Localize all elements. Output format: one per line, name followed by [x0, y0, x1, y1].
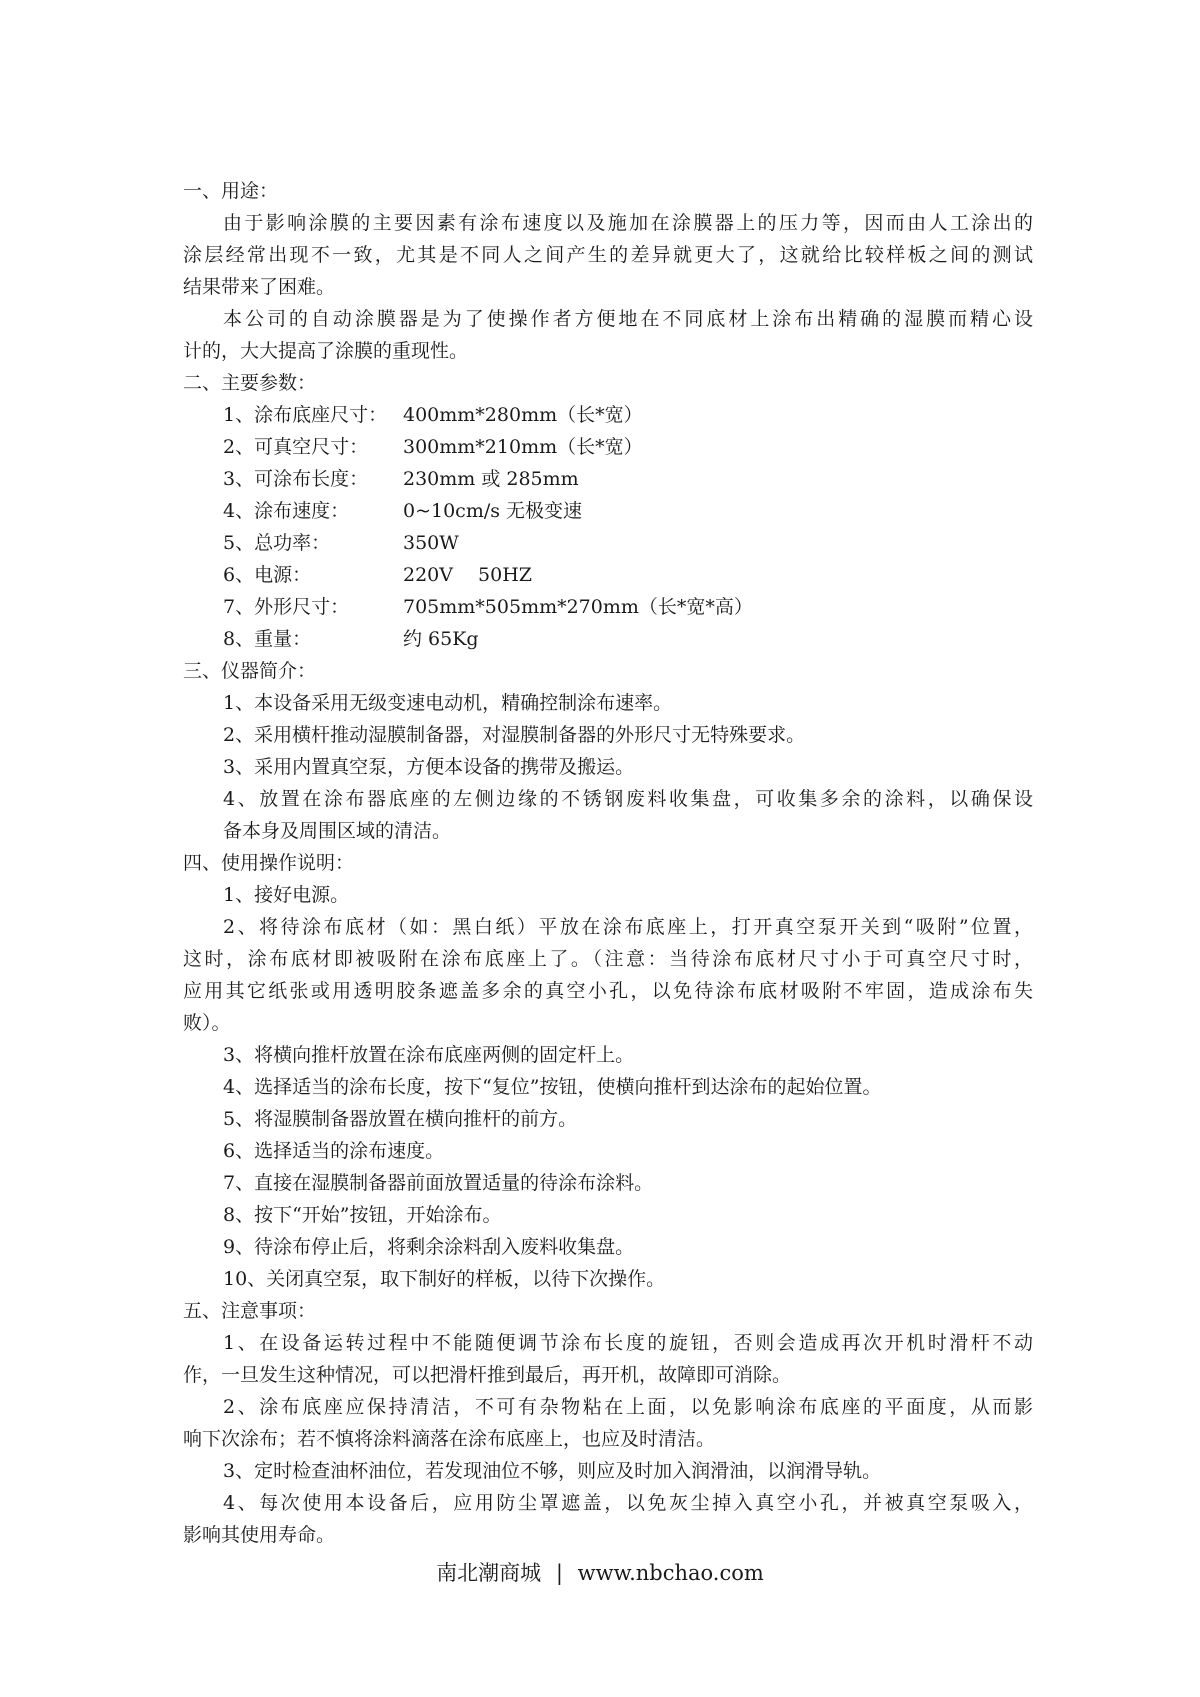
list-item: 3、将横向推杆放置在涂布底座两侧的固定杆上。 — [223, 1044, 635, 1066]
list-item-continuation: 影响其使用寿命。 — [183, 1524, 336, 1546]
list-item: 10、关闭真空泵，取下制好的样板，以待下次操作。 — [223, 1268, 666, 1290]
param-value: 0~10cm/s 无极变速 — [403, 500, 583, 522]
param-value: 400mm*280mm（长*宽） — [403, 404, 643, 426]
param-label: 2、可真空尺寸： — [223, 436, 369, 458]
paragraph-line: 结果带来了困难。 — [183, 276, 336, 298]
param-row — [183, 431, 1033, 463]
list-item: 1、本设备采用无级变速电动机，精确控制涂布速率。 — [223, 692, 673, 714]
list-item: 9、待涂布停止后，将剩余涂料刮入废料收集盘。 — [223, 1236, 635, 1258]
param-value: 约 65Kg — [403, 628, 479, 650]
section-heading-purpose: 一、用途： — [183, 180, 279, 202]
param-value: 230mm 或 285mm — [403, 468, 579, 490]
footer-url[interactable]: www.nbchao.com — [577, 1561, 764, 1585]
list-item-continuation: 这时，涂布底材即被吸附在涂布底座上了。（注意：当待涂布底材尺寸小于可真空尺寸时， — [183, 948, 1033, 970]
param-label: 7、外形尺寸： — [223, 596, 350, 618]
param-row — [183, 591, 1033, 623]
param-label: 3、可涂布长度： — [223, 468, 369, 490]
param-label: 5、总功率： — [223, 532, 331, 554]
list-item-continuation: 败）。 — [183, 1012, 231, 1034]
list-item-continuation: 作，一旦发生这种情况，可以把滑杆推到最后，再开机，故障即可消除。 — [183, 1364, 792, 1386]
document-body — [183, 175, 1033, 1551]
param-label: 8、重量： — [223, 628, 312, 650]
list-item: 3、采用内置真空泵，方便本设备的携带及搬运。 — [223, 756, 635, 778]
param-label: 1、涂布底座尺寸： — [223, 404, 388, 426]
param-row — [183, 463, 1033, 495]
list-item: 2、涂布底座应保持清洁，不可有杂物粘在上面，以免影响涂布底座的平面度，从而影 — [223, 1396, 1033, 1418]
list-item: 7、直接在湿膜制备器前面放置适量的待涂布涂料。 — [223, 1172, 654, 1194]
list-item: 4、每次使用本设备后，应用防尘罩遮盖，以免灰尘掉入真空小孔，并被真空泵吸入， — [223, 1492, 1033, 1514]
list-item: 2、采用横杆推动湿膜制备器，对湿膜制备器的外形尺寸无特殊要求。 — [223, 724, 806, 746]
list-item: 2、将待涂布底材（如：黑白纸）平放在涂布底座上，打开真空泵开关到“吸附”位置， — [223, 916, 1033, 938]
section-heading-introduction: 三、仪器简介： — [183, 660, 317, 682]
param-value: 220V 50HZ — [403, 564, 532, 586]
paragraph-line: 计的，大大提高了涂膜的重现性。 — [183, 340, 469, 362]
section-heading-operation: 四、使用操作说明： — [183, 852, 355, 874]
param-row — [183, 399, 1033, 431]
list-item: 3、定时检查油杯油位，若发现油位不够，则应及时加入润滑油，以润滑导轨。 — [223, 1460, 882, 1482]
paragraph-line: 涂层经常出现不一致，尤其是不同人之间产生的差异就更大了，这就给比较样板之间的测试 — [183, 244, 1033, 266]
list-item: 5、将湿膜制备器放置在横向推杆的前方。 — [223, 1108, 578, 1130]
list-item: 4、放置在涂布器底座的左侧边缘的不锈钢废料收集盘，可收集多余的涂料，以确保设 — [223, 788, 1033, 810]
list-item: 8、按下“开始”按钮，开始涂布。 — [223, 1204, 502, 1226]
list-item-continuation: 应用其它纸张或用透明胶条遮盖多余的真空小孔，以免待涂布底材吸附不牢固，造成涂布失 — [183, 980, 1033, 1002]
section-heading-notes: 五、注意事项： — [183, 1300, 317, 1322]
footer-separator: | — [555, 1561, 563, 1585]
param-row — [183, 495, 1033, 527]
section-heading-parameters: 二、主要参数： — [183, 372, 317, 394]
param-value: 300mm*210mm（长*宽） — [403, 436, 643, 458]
list-item-continuation: 响下次涂布；若不慎将涂料滴落在涂布底座上，也应及时清洁。 — [183, 1428, 716, 1450]
param-value: 705mm*505mm*270mm（长*宽*高） — [403, 596, 753, 618]
list-item: 1、在设备运转过程中不能随便调节涂布长度的旋钮，否则会造成再次开机时滑杆不动 — [223, 1332, 1033, 1354]
list-item: 4、选择适当的涂布长度，按下“复位”按钮，使横向推杆到达涂布的起始位置。 — [223, 1076, 882, 1098]
param-label: 4、涂布速度： — [223, 500, 350, 522]
paragraph-line: 由于影响涂膜的主要因素有涂布速度以及施加在涂膜器上的压力等，因而由人工涂出的 — [223, 212, 1033, 234]
list-item: 1、接好电源。 — [223, 884, 350, 906]
list-item: 6、选择适当的涂布速度。 — [223, 1140, 445, 1162]
page-footer — [0, 1558, 1200, 1588]
footer-site-name: 南北潮商城 — [436, 1561, 542, 1585]
param-row — [183, 559, 1033, 591]
param-value: 350W — [403, 532, 459, 554]
param-label: 6、电源： — [223, 564, 312, 586]
param-row — [183, 527, 1033, 559]
list-item-continuation: 备本身及周围区域的清洁。 — [223, 820, 452, 842]
paragraph-line: 本公司的自动涂膜器是为了使操作者方便地在不同底材上涂布出精确的湿膜而精心设 — [223, 308, 1033, 330]
param-row — [183, 623, 1033, 655]
